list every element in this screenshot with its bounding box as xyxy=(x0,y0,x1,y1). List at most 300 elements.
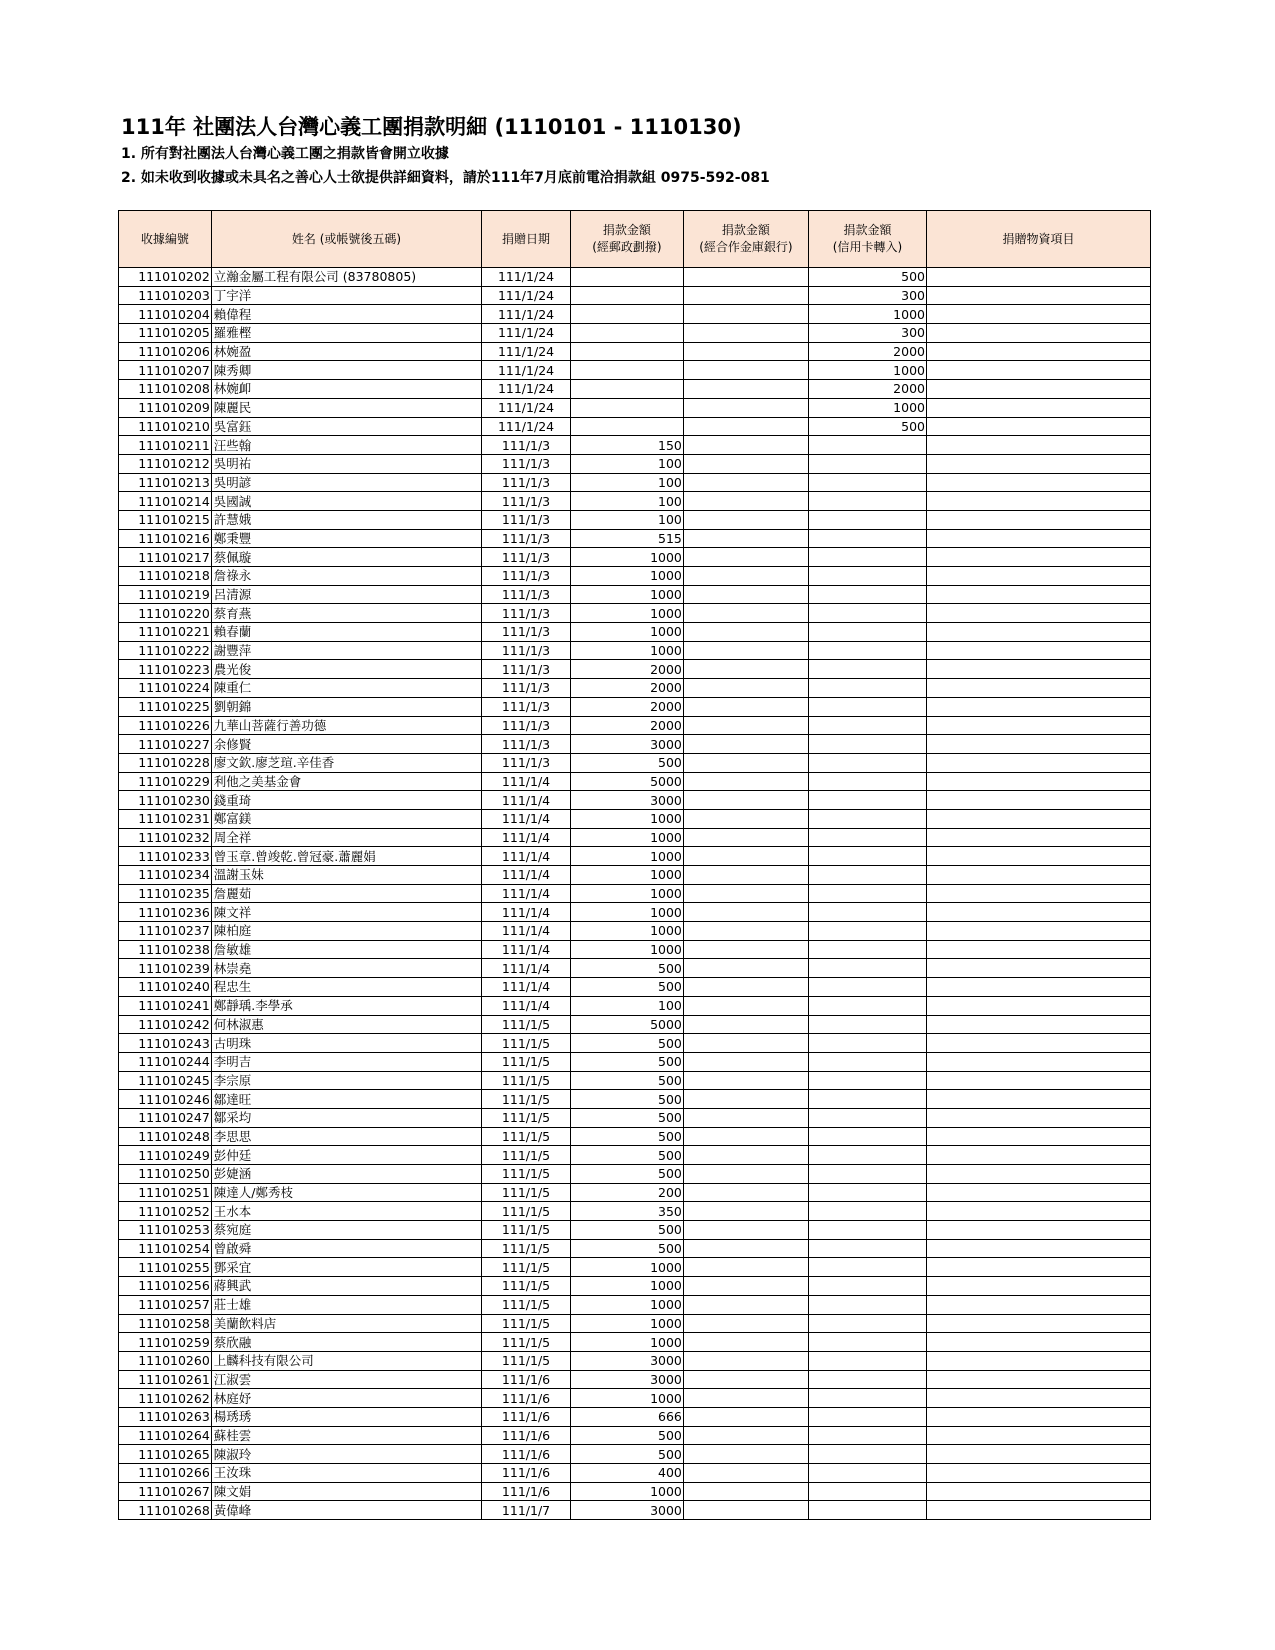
bank-amount-cell xyxy=(683,1482,808,1501)
card-amount-cell xyxy=(808,809,926,828)
card-amount-cell xyxy=(808,1090,926,1109)
donation-date-cell: 111/1/3 xyxy=(482,529,571,548)
bank-amount-cell xyxy=(683,1277,808,1296)
donation-date-cell: 111/1/3 xyxy=(482,585,571,604)
bank-amount-cell xyxy=(683,791,808,810)
bank-amount-cell xyxy=(683,1464,808,1483)
donation-date-cell: 111/1/6 xyxy=(482,1426,571,1445)
receipt-number-cell: 111010264 xyxy=(119,1426,212,1445)
postal-amount-cell: 500 xyxy=(570,1052,683,1071)
postal-amount-cell: 3000 xyxy=(570,1370,683,1389)
table-row xyxy=(119,454,1151,473)
receipt-number-cell: 111010227 xyxy=(119,735,212,754)
postal-amount-cell: 1000 xyxy=(570,884,683,903)
donation-date-cell: 111/1/3 xyxy=(482,436,571,455)
card-amount-cell: 1000 xyxy=(808,398,926,417)
card-amount-cell xyxy=(808,529,926,548)
donation-date-cell: 111/1/4 xyxy=(482,809,571,828)
table-row xyxy=(119,436,1151,455)
bank-amount-cell xyxy=(683,903,808,922)
card-amount-cell xyxy=(808,1127,926,1146)
card-amount-cell xyxy=(808,1015,926,1034)
header-sublabel: (經郵政劃撥) xyxy=(592,240,662,254)
postal-amount-cell: 1000 xyxy=(570,922,683,941)
receipt-number-cell: 111010241 xyxy=(119,996,212,1015)
postal-amount-cell xyxy=(570,286,683,305)
note-contact: 2. 如未收到收據或未具名之善心人士欲提供詳細資料，請於111年7月底前電洽捐款組 0975-592-081 xyxy=(121,170,770,186)
bank-amount-cell xyxy=(683,772,808,791)
receipt-number-cell: 111010230 xyxy=(119,791,212,810)
table-row xyxy=(119,1239,1151,1258)
card-amount-cell xyxy=(808,454,926,473)
receipt-number-cell: 111010243 xyxy=(119,1034,212,1053)
donor-name-cell: 彭仲廷 xyxy=(211,1146,481,1165)
goods-items-cell xyxy=(926,585,1150,604)
bank-amount-cell xyxy=(683,697,808,716)
note-receipt: 1. 所有對社團法人台灣心義工團之捐款皆會開立收據 xyxy=(121,146,449,162)
goods-items-cell xyxy=(926,1108,1150,1127)
donor-name-header xyxy=(211,211,481,268)
bank-amount-cell xyxy=(683,604,808,623)
postal-amount-cell: 1000 xyxy=(570,903,683,922)
receipt-number-cell: 111010222 xyxy=(119,641,212,660)
receipt-number-cell: 111010238 xyxy=(119,940,212,959)
header-label: 捐款金額 xyxy=(602,223,651,237)
table-row xyxy=(119,772,1151,791)
card-amount-cell: 2000 xyxy=(808,380,926,399)
goods-items-cell xyxy=(926,791,1150,810)
card-amount-cell: 500 xyxy=(808,417,926,436)
donation-date-cell: 111/1/24 xyxy=(482,305,571,324)
goods-items-cell xyxy=(926,1464,1150,1483)
card-amount-cell xyxy=(808,436,926,455)
receipt-number-cell: 111010202 xyxy=(119,268,212,287)
bank-amount-cell xyxy=(683,809,808,828)
goods-items-cell xyxy=(926,1389,1150,1408)
postal-amount-cell: 1000 xyxy=(570,940,683,959)
card-amount-cell xyxy=(808,772,926,791)
table-row xyxy=(119,473,1151,492)
receipt-number-cell: 111010268 xyxy=(119,1501,212,1520)
bank-amount-cell xyxy=(683,1407,808,1426)
table-row xyxy=(119,1165,1151,1184)
bank-amount-cell xyxy=(683,716,808,735)
donor-name-cell: 立瀚金屬工程有限公司 (83780805) xyxy=(211,268,481,287)
table-row xyxy=(119,735,1151,754)
donation-date-cell: 111/1/24 xyxy=(482,286,571,305)
donation-date-header xyxy=(482,211,571,268)
bank-amount-cell xyxy=(683,1015,808,1034)
bank-amount-cell xyxy=(683,847,808,866)
header-label: 捐贈物資項目 xyxy=(1002,231,1075,246)
goods-items-cell xyxy=(926,1034,1150,1053)
donor-name-cell: 詹麗茹 xyxy=(211,884,481,903)
donation-date-cell: 111/1/7 xyxy=(482,1501,571,1520)
donor-name-cell: 陳文祥 xyxy=(211,903,481,922)
bank-amount-cell xyxy=(683,567,808,586)
postal-amount-cell: 500 xyxy=(570,1445,683,1464)
postal-amount-cell: 1000 xyxy=(570,548,683,567)
donation-date-cell: 111/1/4 xyxy=(482,866,571,885)
donor-name-cell: 周全祥 xyxy=(211,828,481,847)
bank-amount-cell xyxy=(683,1445,808,1464)
bank-amount-cell xyxy=(683,1127,808,1146)
receipt-number-cell: 111010248 xyxy=(119,1127,212,1146)
bank-amount-cell xyxy=(683,641,808,660)
table-row xyxy=(119,716,1151,735)
card-amount-cell xyxy=(808,1333,926,1352)
bank-amount-cell xyxy=(683,417,808,436)
receipt-number-cell: 111010267 xyxy=(119,1482,212,1501)
goods-items-cell xyxy=(926,903,1150,922)
bank-amount-cell xyxy=(683,286,808,305)
table-row xyxy=(119,660,1151,679)
bank-amount-cell xyxy=(683,1370,808,1389)
goods-items-cell xyxy=(926,417,1150,436)
goods-items-cell xyxy=(926,286,1150,305)
card-amount-cell xyxy=(808,473,926,492)
donor-name-cell: 曾啟舜 xyxy=(211,1239,481,1258)
postal-amount-cell: 500 xyxy=(570,1165,683,1184)
receipt-number-cell: 111010226 xyxy=(119,716,212,735)
donation-date-cell: 111/1/3 xyxy=(482,473,571,492)
card-amount-cell xyxy=(808,510,926,529)
donor-name-cell: 呂清源 xyxy=(211,585,481,604)
card-amount-cell xyxy=(808,978,926,997)
bank-amount-cell xyxy=(683,1501,808,1520)
receipt-number-cell: 111010219 xyxy=(119,585,212,604)
card-amount-cell xyxy=(808,1165,926,1184)
receipt-number-cell: 111010245 xyxy=(119,1071,212,1090)
receipt-number-header xyxy=(119,211,212,268)
table-row xyxy=(119,1258,1151,1277)
donor-name-cell: 古明珠 xyxy=(211,1034,481,1053)
bank-amount-cell xyxy=(683,342,808,361)
card-amount-cell xyxy=(808,1146,926,1165)
donor-name-cell: 王水本 xyxy=(211,1202,481,1221)
card-amount-header xyxy=(808,211,926,268)
donor-name-cell: 林婉盈 xyxy=(211,342,481,361)
table-row xyxy=(119,1277,1151,1296)
table-row xyxy=(119,361,1151,380)
receipt-number-cell: 111010240 xyxy=(119,978,212,997)
card-amount-cell: 500 xyxy=(808,268,926,287)
card-amount-cell xyxy=(808,1221,926,1240)
table-row xyxy=(119,996,1151,1015)
card-amount-cell xyxy=(808,1482,926,1501)
donation-date-cell: 111/1/3 xyxy=(482,510,571,529)
table-row xyxy=(119,1052,1151,1071)
bank-amount-cell xyxy=(683,978,808,997)
donation-date-cell: 111/1/3 xyxy=(482,716,571,735)
donation-date-cell: 111/1/4 xyxy=(482,922,571,941)
donor-name-cell: 吳富鈺 xyxy=(211,417,481,436)
table-row xyxy=(119,1202,1151,1221)
goods-items-cell xyxy=(926,473,1150,492)
receipt-number-cell: 111010260 xyxy=(119,1351,212,1370)
donation-date-cell: 111/1/6 xyxy=(482,1370,571,1389)
table-row xyxy=(119,567,1151,586)
card-amount-cell xyxy=(808,996,926,1015)
postal-amount-cell: 1000 xyxy=(570,847,683,866)
card-amount-cell xyxy=(808,1351,926,1370)
receipt-number-cell: 111010250 xyxy=(119,1165,212,1184)
receipt-number-cell: 111010266 xyxy=(119,1464,212,1483)
receipt-number-cell: 111010258 xyxy=(119,1314,212,1333)
bank-amount-cell xyxy=(683,380,808,399)
table-row xyxy=(119,847,1151,866)
donor-name-cell: 蔣興武 xyxy=(211,1277,481,1296)
receipt-number-cell: 111010212 xyxy=(119,454,212,473)
goods-items-cell xyxy=(926,1426,1150,1445)
table-row xyxy=(119,1127,1151,1146)
donor-name-cell: 吳國誠 xyxy=(211,492,481,511)
goods-items-cell xyxy=(926,1501,1150,1520)
receipt-number-cell: 111010204 xyxy=(119,305,212,324)
receipt-number-cell: 111010235 xyxy=(119,884,212,903)
postal-amount-cell: 515 xyxy=(570,529,683,548)
donor-name-cell: 蔡宛庭 xyxy=(211,1221,481,1240)
postal-amount-cell: 1000 xyxy=(570,1277,683,1296)
receipt-number-cell: 111010203 xyxy=(119,286,212,305)
postal-amount-cell xyxy=(570,398,683,417)
card-amount-cell xyxy=(808,791,926,810)
postal-amount-cell: 1000 xyxy=(570,1482,683,1501)
bank-amount-cell xyxy=(683,398,808,417)
receipt-number-cell: 111010206 xyxy=(119,342,212,361)
bank-amount-cell xyxy=(683,548,808,567)
goods-items-cell xyxy=(926,1351,1150,1370)
card-amount-cell xyxy=(808,1258,926,1277)
receipt-number-cell: 111010261 xyxy=(119,1370,212,1389)
goods-items-cell xyxy=(926,716,1150,735)
goods-items-cell xyxy=(926,1239,1150,1258)
receipt-number-cell: 111010242 xyxy=(119,1015,212,1034)
postal-amount-cell: 500 xyxy=(570,1426,683,1445)
donation-date-cell: 111/1/3 xyxy=(482,623,571,642)
donor-name-cell: 謝豐萍 xyxy=(211,641,481,660)
card-amount-cell xyxy=(808,567,926,586)
bank-amount-cell xyxy=(683,866,808,885)
postal-amount-cell: 2000 xyxy=(570,716,683,735)
donation-date-cell: 111/1/24 xyxy=(482,268,571,287)
table-row xyxy=(119,1146,1151,1165)
receipt-number-cell: 111010207 xyxy=(119,361,212,380)
goods-items-cell xyxy=(926,1071,1150,1090)
card-amount-cell xyxy=(808,940,926,959)
goods-items-cell xyxy=(926,679,1150,698)
table-row xyxy=(119,828,1151,847)
card-amount-cell xyxy=(808,1295,926,1314)
receipt-number-cell: 111010225 xyxy=(119,697,212,716)
goods-items-cell xyxy=(926,1165,1150,1184)
table-row xyxy=(119,1295,1151,1314)
table-row xyxy=(119,753,1151,772)
donor-name-cell: 農光俊 xyxy=(211,660,481,679)
bank-amount-cell xyxy=(683,660,808,679)
donation-date-cell: 111/1/5 xyxy=(482,1146,571,1165)
goods-items-cell xyxy=(926,436,1150,455)
table-row xyxy=(119,791,1151,810)
header-sublabel: (經合作金庫銀行) xyxy=(699,240,793,254)
donor-name-cell: 余修賢 xyxy=(211,735,481,754)
donor-name-cell: 賴偉程 xyxy=(211,305,481,324)
postal-amount-cell: 500 xyxy=(570,1071,683,1090)
postal-amount-cell: 500 xyxy=(570,1090,683,1109)
postal-amount-cell xyxy=(570,342,683,361)
donor-name-cell: 錢重琦 xyxy=(211,791,481,810)
postal-amount-header xyxy=(570,211,683,268)
donation-date-cell: 111/1/5 xyxy=(482,1221,571,1240)
goods-items-cell xyxy=(926,1445,1150,1464)
receipt-number-cell: 111010244 xyxy=(119,1052,212,1071)
goods-items-cell xyxy=(926,809,1150,828)
card-amount-cell xyxy=(808,922,926,941)
postal-amount-cell: 2000 xyxy=(570,697,683,716)
card-amount-cell xyxy=(808,959,926,978)
receipt-number-cell: 111010214 xyxy=(119,492,212,511)
donor-name-cell: 曾玉章.曾竣乾.曾冠豪.蕭麗娟 xyxy=(211,847,481,866)
receipt-number-cell: 111010228 xyxy=(119,753,212,772)
bank-amount-cell xyxy=(683,623,808,642)
donor-name-cell: 李思思 xyxy=(211,1127,481,1146)
goods-items-cell xyxy=(926,1370,1150,1389)
goods-items-cell xyxy=(926,978,1150,997)
postal-amount-cell xyxy=(570,380,683,399)
postal-amount-cell: 500 xyxy=(570,1146,683,1165)
table-row xyxy=(119,342,1151,361)
receipt-number-cell: 111010265 xyxy=(119,1445,212,1464)
table-row xyxy=(119,697,1151,716)
table-row xyxy=(119,940,1151,959)
bank-amount-cell xyxy=(683,361,808,380)
card-amount-cell xyxy=(808,828,926,847)
table-row xyxy=(119,922,1151,941)
postal-amount-cell: 1000 xyxy=(570,1389,683,1408)
table-row xyxy=(119,903,1151,922)
bank-amount-cell xyxy=(683,940,808,959)
postal-amount-cell: 100 xyxy=(570,996,683,1015)
card-amount-cell xyxy=(808,679,926,698)
receipt-number-cell: 111010253 xyxy=(119,1221,212,1240)
bank-amount-cell xyxy=(683,436,808,455)
goods-items-cell xyxy=(926,1407,1150,1426)
goods-items-cell xyxy=(926,398,1150,417)
bank-amount-header xyxy=(683,211,808,268)
donor-name-cell: 詹敏雄 xyxy=(211,940,481,959)
postal-amount-cell: 350 xyxy=(570,1202,683,1221)
goods-items-cell xyxy=(926,866,1150,885)
donor-name-cell: 吳明諺 xyxy=(211,473,481,492)
donation-date-cell: 111/1/6 xyxy=(482,1389,571,1408)
goods-items-cell xyxy=(926,959,1150,978)
table-row xyxy=(119,1071,1151,1090)
goods-items-cell xyxy=(926,454,1150,473)
donation-date-cell: 111/1/5 xyxy=(482,1333,571,1352)
receipt-number-cell: 111010232 xyxy=(119,828,212,847)
postal-amount-cell xyxy=(570,324,683,343)
card-amount-cell xyxy=(808,492,926,511)
table-row xyxy=(119,324,1151,343)
donation-date-cell: 111/1/5 xyxy=(482,1277,571,1296)
goods-items-cell xyxy=(926,847,1150,866)
goods-items-cell xyxy=(926,529,1150,548)
goods-items-cell xyxy=(926,996,1150,1015)
bank-amount-cell xyxy=(683,305,808,324)
donation-date-cell: 111/1/5 xyxy=(482,1071,571,1090)
postal-amount-cell xyxy=(570,361,683,380)
bank-amount-cell xyxy=(683,1071,808,1090)
header-label: 捐款金額 xyxy=(721,223,770,237)
bank-amount-cell xyxy=(683,1426,808,1445)
goods-items-cell xyxy=(926,828,1150,847)
donor-name-cell: 鄒達旺 xyxy=(211,1090,481,1109)
table-row xyxy=(119,1034,1151,1053)
postal-amount-cell: 500 xyxy=(570,1239,683,1258)
donor-name-cell: 詹祿永 xyxy=(211,567,481,586)
postal-amount-cell: 150 xyxy=(570,436,683,455)
postal-amount-cell xyxy=(570,305,683,324)
table-header xyxy=(119,211,1151,268)
card-amount-cell xyxy=(808,641,926,660)
receipt-number-cell: 111010223 xyxy=(119,660,212,679)
table-row xyxy=(119,1389,1151,1408)
postal-amount-cell: 500 xyxy=(570,753,683,772)
card-amount-cell xyxy=(808,866,926,885)
header-label: 收據編號 xyxy=(140,231,189,246)
card-amount-cell: 2000 xyxy=(808,342,926,361)
card-amount-cell xyxy=(808,735,926,754)
table-row xyxy=(119,1183,1151,1202)
postal-amount-cell: 3000 xyxy=(570,1351,683,1370)
goods-items-cell xyxy=(926,623,1150,642)
donor-name-cell: 陳重仁 xyxy=(211,679,481,698)
donation-date-cell: 111/1/6 xyxy=(482,1407,571,1426)
table-row xyxy=(119,1108,1151,1127)
receipt-number-cell: 111010216 xyxy=(119,529,212,548)
goods-items-cell xyxy=(926,1314,1150,1333)
bank-amount-cell xyxy=(683,492,808,511)
bank-amount-cell xyxy=(683,1034,808,1053)
donation-date-cell: 111/1/4 xyxy=(482,847,571,866)
table-row xyxy=(119,604,1151,623)
card-amount-cell xyxy=(808,1183,926,1202)
donor-name-cell: 彭婕涵 xyxy=(211,1165,481,1184)
card-amount-cell xyxy=(808,1108,926,1127)
postal-amount-cell: 3000 xyxy=(570,735,683,754)
card-amount-cell xyxy=(808,847,926,866)
receipt-number-cell: 111010218 xyxy=(119,567,212,586)
donor-name-cell: 丁宇洋 xyxy=(211,286,481,305)
receipt-number-cell: 111010213 xyxy=(119,473,212,492)
goods-items-cell xyxy=(926,922,1150,941)
bank-amount-cell xyxy=(683,1090,808,1109)
postal-amount-cell: 5000 xyxy=(570,772,683,791)
card-amount-cell xyxy=(808,903,926,922)
bank-amount-cell xyxy=(683,473,808,492)
donor-name-cell: 鄧采宜 xyxy=(211,1258,481,1277)
postal-amount-cell: 1000 xyxy=(570,641,683,660)
donation-date-cell: 111/1/3 xyxy=(482,660,571,679)
card-amount-cell xyxy=(808,1034,926,1053)
donor-name-cell: 蔡育燕 xyxy=(211,604,481,623)
donation-date-cell: 111/1/4 xyxy=(482,884,571,903)
donor-name-cell: 廖文欽.廖芝瑄.辛佳香 xyxy=(211,753,481,772)
receipt-number-cell: 111010247 xyxy=(119,1108,212,1127)
goods-items-cell xyxy=(926,641,1150,660)
postal-amount-cell: 500 xyxy=(570,959,683,978)
receipt-number-cell: 111010251 xyxy=(119,1183,212,1202)
